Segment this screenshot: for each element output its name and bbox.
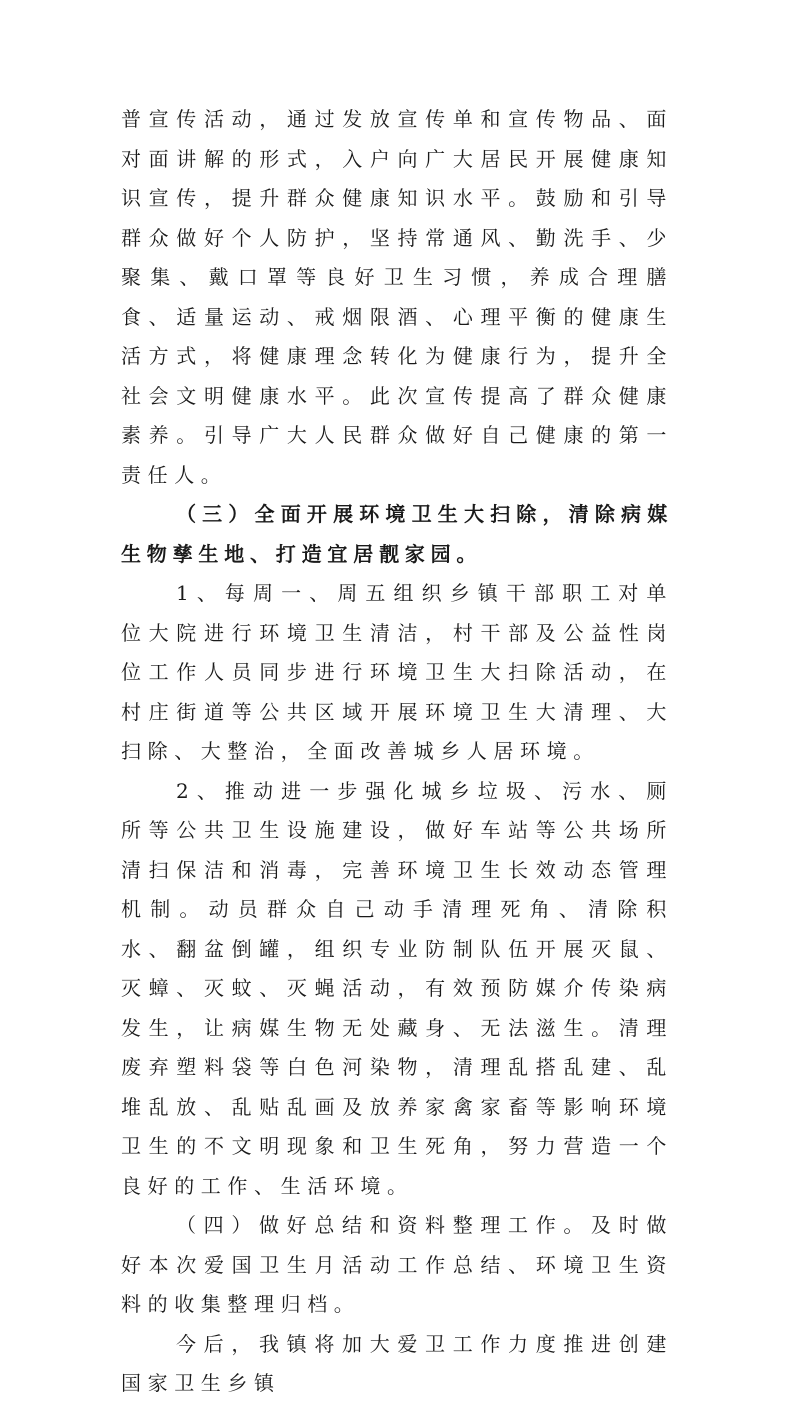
- paragraph-item-1: 1、每周一、周五组织乡镇干部职工对单位大院进行环境卫生清洁，村干部及公益性岗位工作人员同步进行环境卫生大扫除活动，在村庄街道等公共区域开展环境卫生大清理、大扫除、大整治，全面改善城乡人居环境。: [121, 581, 673, 763]
- paragraph-health-publicity: 普宣传活动，通过发放宣传单和宣传物品、面对面讲解的形式，入户向广大居民开展健康知识宣传，提升群众健康知识水平。鼓励和引导群众做好个人防护，坚持常通风、勤洗手、少聚集、戴口罩等良好卫生习惯，养成合理膳食、适量运动、戒烟限酒、心理平衡的健康生活方式，将健康理念转化为健康行为，提升全社会文明健康水平。此次宣传提高了群众健康素养。引导广大人民群众做好自己健康的第一责任人。: [121, 107, 673, 487]
- section-heading-four-paragraph: （四）做好总结和资料整理工作。及时做好本次爱国卫生月活动工作总结、环境卫生资料的收集整理归档。: [121, 1213, 673, 1316]
- paragraph-conclusion: 今后，我镇将加大爱卫工作力度推进创建国家卫生乡镇: [121, 1331, 673, 1395]
- section-heading-three: （三）全面开展环境卫生大扫除，清除病媒生物孳生地、打造宜居靓家园。: [121, 502, 673, 566]
- document-page: [121, 100, 673, 1404]
- paragraph-item-2: 2、推动进一步强化城乡垃圾、污水、厕所等公共卫生设施建设，做好车站等公共场所清扫保洁和消毒，完善环境卫生长效动态管理机制。动员群众自己动手清理死角、清除积水、翻盆倒罐，组织专业防制队伍开展灭鼠、灭蟑、灭蚊、灭蝇活动，有效预防媒介传染病发生，让病媒生物无处藏身、无法滋生。清理废弃塑料袋等白色河染物，清理乱搭乱建、乱堆乱放、乱贴乱画及放养家禽家畜等影响环境卫生的不文明现象和卫生死角，努力营造一个良好的工作、生活环境。: [121, 778, 673, 1198]
